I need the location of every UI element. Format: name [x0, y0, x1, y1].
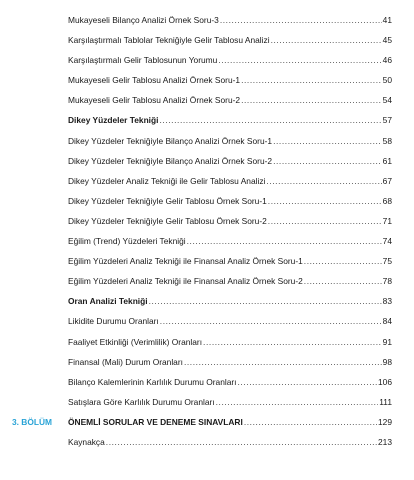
- dot-leader: [160, 311, 382, 331]
- toc-entry-title: Dikey Yüzdeler Analiz Tekniği ile Gelir Tablosu Analizi: [68, 175, 266, 186]
- toc-entry[interactable]: [0, 110, 414, 130]
- toc-entry-title: Eğilim Yüzdeleri Analiz Tekniği ile Finansal Analiz Örnek Soru-1: [68, 256, 303, 267]
- toc-entry-title: Mukayeseli Bilanço Analizi Örnek Soru-3: [68, 15, 219, 25]
- toc-entry[interactable]: [0, 30, 414, 50]
- toc-entry-page-number: 111: [379, 396, 392, 407]
- toc-entry-line: [68, 291, 392, 311]
- toc-entry-line: [68, 251, 392, 271]
- toc-entry[interactable]: [0, 352, 414, 372]
- toc-entry-title: Finansal (Mali) Durum Oranları: [68, 356, 183, 367]
- toc-entry[interactable]: [0, 372, 414, 392]
- toc-entry-title: Dikey Yüzdeler Tekniğiyle Bilanço Analizi Örnek Soru-1: [68, 135, 273, 146]
- toc-entry-line: [68, 50, 392, 70]
- toc-entry-page-number: 45: [382, 35, 392, 46]
- toc-entry-line: [68, 332, 392, 352]
- toc-entry-title: Karşılaştırmalı Tablolar Tekniğiyle Gelir Tablosu Analizi: [68, 35, 270, 46]
- dot-leader: [268, 191, 382, 211]
- dot-leader: [216, 392, 379, 412]
- dot-leader: [218, 50, 381, 70]
- toc-entry-page-number: 68: [382, 195, 392, 206]
- toc-entry[interactable]: [0, 291, 414, 311]
- toc-entry-page-number: 50: [382, 75, 392, 86]
- dot-leader: [241, 70, 382, 90]
- dot-leader: [203, 332, 382, 352]
- toc-entry-page-number: 84: [382, 316, 392, 327]
- toc-entry-line: [68, 231, 392, 251]
- dot-leader: [304, 271, 382, 291]
- toc-entry-line: [68, 432, 392, 452]
- toc-entry-title: Mukayeseli Gelir Tablosu Analizi Örnek Soru-1: [68, 75, 241, 86]
- toc-entry[interactable]: [0, 50, 414, 70]
- toc-entry[interactable]: [0, 392, 414, 412]
- toc-entry-line: [68, 131, 392, 151]
- toc-entry-title: Dikey Yüzdeler Tekniğiyle Bilanço Analizi Örnek Soru-2: [68, 155, 273, 166]
- toc-entry-line: [68, 171, 392, 191]
- toc-entry[interactable]: [0, 70, 414, 90]
- toc-entry-line: [68, 30, 392, 50]
- toc-entry-title: ÖNEMLİ SORULAR VE DENEME SINAVLARI: [68, 416, 243, 427]
- toc-entry[interactable]: [0, 211, 414, 231]
- dot-leader: [241, 90, 382, 110]
- toc-entry-line: [68, 412, 392, 432]
- dot-leader: [149, 291, 382, 311]
- toc-entry-page-number: 71: [382, 215, 392, 226]
- toc-entry[interactable]: [0, 311, 414, 331]
- toc-entry-title: Dikey Yüzdeler Tekniği: [68, 115, 159, 126]
- toc-entry-page-number: 91: [382, 336, 392, 347]
- toc-entry-page-number: 98: [382, 356, 392, 367]
- toc-entry[interactable]: [0, 131, 414, 151]
- dot-leader: [273, 151, 382, 171]
- toc-entry[interactable]: [0, 412, 414, 432]
- toc-entry[interactable]: [0, 251, 414, 271]
- toc-entry-title: Likidite Durumu Oranları: [68, 316, 159, 327]
- toc-entry-page-number: 78: [382, 276, 392, 287]
- toc-entry[interactable]: [0, 151, 414, 171]
- dot-leader: [268, 211, 382, 231]
- toc-entry[interactable]: [0, 10, 414, 30]
- toc-entry-page-number: 61: [382, 155, 392, 166]
- toc-entry-page-number: 213: [378, 436, 392, 447]
- toc-entry-page-number: 74: [382, 236, 392, 247]
- toc-entry-page-number: 41: [382, 15, 392, 25]
- toc-entry-line: [68, 10, 392, 30]
- toc-entry-page-number: 129: [378, 416, 392, 427]
- dot-leader: [106, 432, 377, 452]
- toc-entry-title: Faaliyet Etkinliği (Verimlilik) Oranları: [68, 336, 203, 347]
- toc-entry-title: Dikey Yüzdeler Tekniğiyle Gelir Tablosu Örnek Soru-1: [68, 195, 267, 206]
- toc-entry-title: Bilanço Kalemlerinin Karlılık Durumu Oranları: [68, 376, 237, 387]
- toc-entry[interactable]: [0, 332, 414, 352]
- toc-entry-line: [68, 211, 392, 231]
- toc-entry-line: [68, 70, 392, 90]
- toc-entry-title: Eğilim Yüzdeleri Analiz Tekniği ile Finansal Analiz Örnek Soru-2: [68, 276, 303, 287]
- toc-entry-line: [68, 151, 392, 171]
- toc-entry[interactable]: [0, 171, 414, 191]
- dot-leader: [238, 372, 378, 392]
- toc-entry-line: [68, 271, 392, 291]
- toc-entry-page-number: 83: [382, 296, 392, 307]
- dot-leader: [184, 352, 382, 372]
- toc-entry[interactable]: [0, 432, 414, 452]
- dot-leader: [187, 231, 382, 251]
- toc-entry-line: [68, 372, 392, 392]
- toc-entry-page-number: 57: [382, 115, 392, 126]
- toc-entry-title: Mukayeseli Gelir Tablosu Analizi Örnek Soru-2: [68, 95, 241, 106]
- toc-entry-title: Kaynakça: [68, 436, 105, 447]
- toc-entry-title: Oran Analizi Tekniği: [68, 296, 148, 307]
- toc-entry-line: [68, 352, 392, 372]
- toc-entry-page-number: 58: [382, 135, 392, 146]
- dot-leader: [266, 171, 381, 191]
- dot-leader: [304, 251, 382, 271]
- toc-entry-title: Satışlara Göre Karlılık Durumu Oranları: [68, 396, 215, 407]
- toc-entry-page-number: 46: [382, 55, 392, 66]
- toc-entry-line: [68, 90, 392, 110]
- dot-leader: [244, 412, 377, 432]
- toc-entry-line: [68, 191, 392, 211]
- dot-leader: [220, 10, 382, 30]
- chapter-label: 3. BÖLÜM: [12, 416, 53, 427]
- dot-leader: [273, 131, 382, 151]
- toc-entry-page-number: 106: [378, 376, 392, 387]
- toc-entry[interactable]: [0, 271, 414, 291]
- toc-entry-title: Eğilim (Trend) Yüzdeleri Tekniği: [68, 236, 186, 247]
- toc-entry-title: Karşılaştırmalı Gelir Tablosunun Yorumu: [68, 55, 218, 66]
- toc-entry[interactable]: [0, 231, 414, 251]
- toc-entry-page-number: 67: [382, 175, 392, 186]
- toc-entry-line: [68, 392, 392, 412]
- toc-entry[interactable]: [0, 191, 414, 211]
- toc-entry-page-number: 75: [382, 256, 392, 267]
- toc-entry-page-number: 54: [382, 95, 392, 106]
- toc-entry-title: Dikey Yüzdeler Tekniğiyle Gelir Tablosu Örnek Soru-2: [68, 215, 267, 226]
- table-of-contents: [0, 10, 414, 452]
- toc-entry[interactable]: [0, 90, 414, 110]
- toc-entry-line: [68, 110, 392, 130]
- toc-entry-line: [68, 311, 392, 331]
- dot-leader: [159, 110, 381, 130]
- dot-leader: [271, 30, 382, 50]
